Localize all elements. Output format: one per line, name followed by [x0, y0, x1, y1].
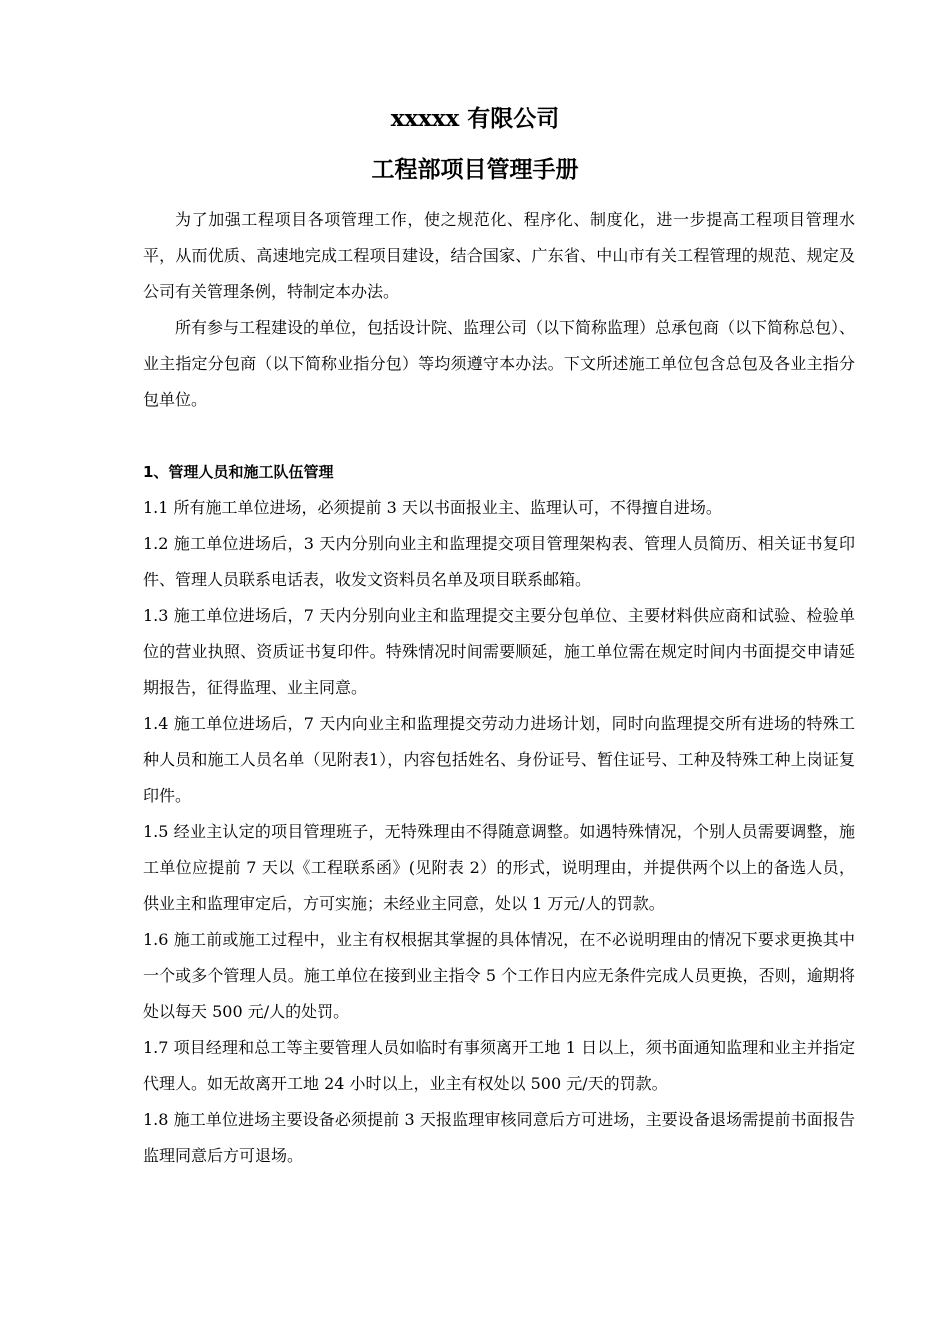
section-spacer	[143, 418, 855, 454]
document-body	[143, 202, 855, 1174]
clause-paragraph: 1.4 施工单位进场后，7 天内向业主和监理提交劳动力进场计划，同时向监理提交所有进场的特殊工种人员和施工人员名单（见附表1），内容包括姓名、身份证号、暂住证号、工种及特殊工种上岗证复印件。	[143, 714, 855, 805]
manual-title: 工程部项目管理手册	[371, 156, 579, 183]
clause-paragraph: 1.6 施工前或施工过程中，业主有权根据其掌握的具体情况，在不必说明理由的情况下要求更换其中一个或多个管理人员。施工单位在接到业主指令 5 个工作日内应无条件完成人员更换，否则，逾期将处以每天 500 元/人的处罚。	[143, 930, 855, 1021]
company-title: xxxxx 有限公司	[390, 105, 560, 132]
clause-paragraph: 1.7 项目经理和总工等主要管理人员如临时有事须离开工地 1 日以上，须书面通知监理和业主并指定代理人。如无故离开工地 24 小时以上，业主有权处以 500 元/天的罚款。	[143, 1038, 855, 1093]
intro-paragraph: 为了加强工程项目各项管理工作，使之规范化、程序化、制度化，进一步提高工程项目管理水平，从而优质、高速地完成工程项目建设，结合国家、广东省、中山市有关工程管理的规范、规定及公司有关管理条例，特制定本办法。	[143, 210, 855, 301]
section-heading: 1、管理人员和施工队伍管理	[143, 463, 334, 481]
clause-paragraph: 1.3 施工单位进场后，7 天内分别向业主和监理提交主要分包单位、主要材料供应商和试验、检验单位的营业执照、资质证书复印件。特殊情况时间需要顺延，施工单位需在规定时间内书面提交申请延期报告，征得监理、业主同意。	[143, 606, 855, 697]
clause-paragraph: 1.1 所有施工单位进场，必须提前 3 天以书面报业主、监理认可，不得擅自进场。	[143, 498, 722, 517]
intro-paragraph: 所有参与工程建设的单位，包括设计院、监理公司（以下简称监理）总承包商（以下简称总包）、业主指定分包商（以下简称业指分包）等均须遵守本办法。下文所述施工单位包含总包及各业主指分包单位。	[143, 318, 856, 409]
clause-paragraph: 1.8 施工单位进场主要设备必须提前 3 天报监理审核同意后方可进场，主要设备退场需提前书面报告监理同意后方可退场。	[143, 1110, 855, 1165]
clause-paragraph: 1.2 施工单位进场后，3 天内分别向业主和监理提交项目管理架构表、管理人员简历、相关证书复印件、管理人员联系电话表，收发文资料员名单及项目联系邮箱。	[143, 534, 855, 589]
clause-paragraph: 1.5 经业主认定的项目管理班子，无特殊理由不得随意调整。如遇特殊情况，个别人员需要调整，施工单位应提前 7 天以《工程联系函》(见附表 2）的形式，说明理由，并提供两个以上的备选人员，供业主和监理审定后，方可实施；未经业主同意，处以 1 万元/人的罚款。	[143, 822, 855, 913]
